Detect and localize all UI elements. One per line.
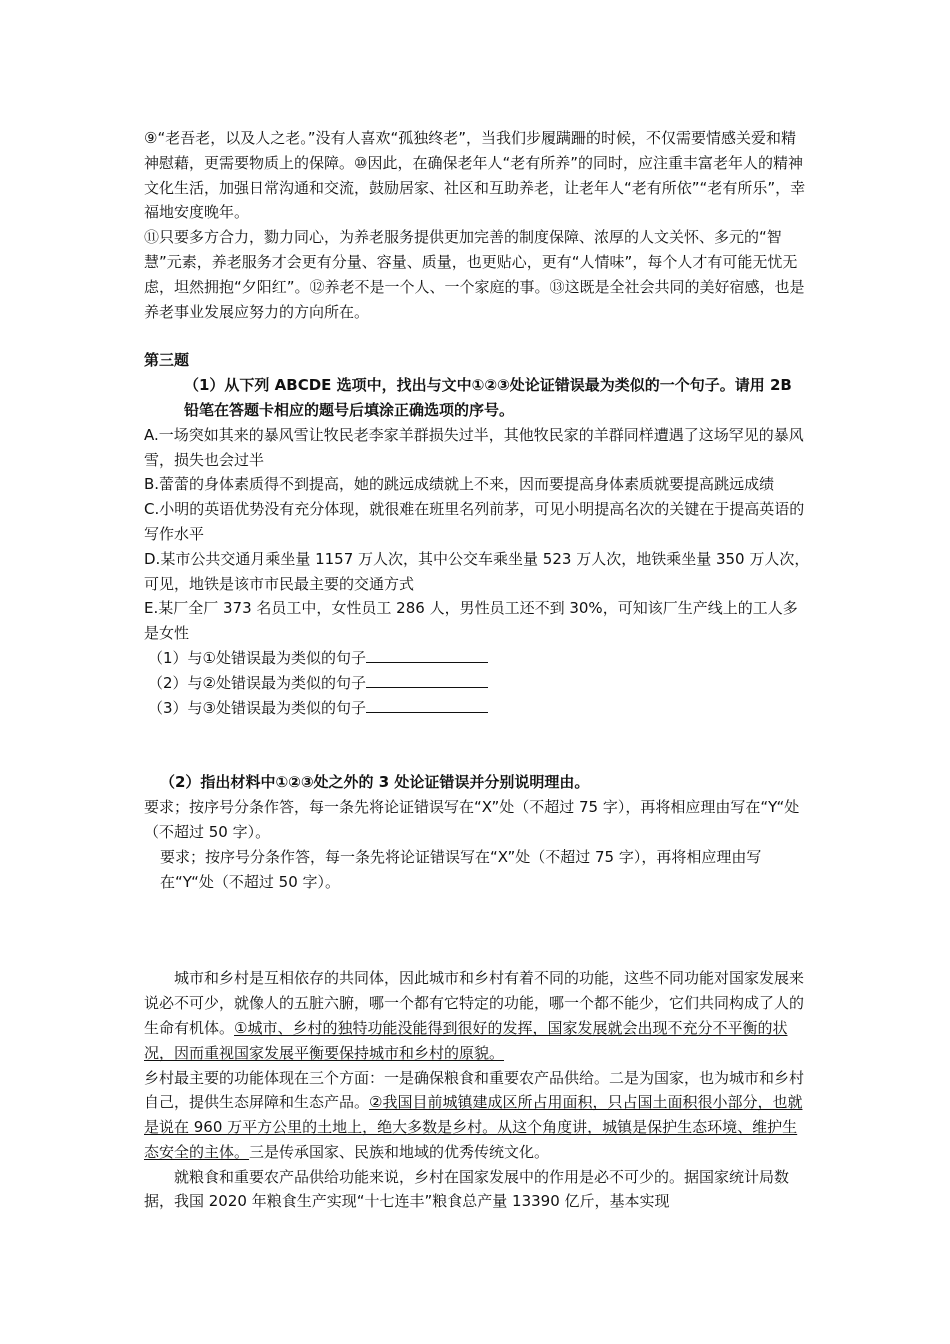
spacer: [144, 720, 810, 770]
sub-item-2-label: （2）与②处错误最为类似的句子: [148, 673, 366, 692]
passage2-paragraph-2: [144, 1066, 810, 1165]
requirement-1: 要求；按序号分条作答，每一条先将论证错误写在“X”处（不超过 75 字），再将相应理由写在“Y“处（不超过 50 字）。: [144, 798, 800, 841]
passage2-p2-tail: 三是传承国家、民族和地域的优秀传统文化。: [249, 1142, 550, 1161]
sub-item-2: [144, 671, 810, 696]
sub-item-1: [144, 646, 810, 671]
option-e: E.某厂全厂 373 名员工中，女性员工 286 人，男性员工还不到 30%，可知该厂生产线上的工人多是女性: [144, 599, 798, 643]
spacer: [144, 324, 810, 348]
requirement-2: 要求；按序号分条作答，每一条先将论证错误写在“X”处（不超过 75 字），再将相应理由写在“Y“处（不超过 50 字）。: [160, 847, 762, 891]
passage1-paragraph-2: ⑪只要多方合力，勠力同心，为养老服务提供更加完善的制度保障、浓厚的人文关怀、多元的“智慧”元素，养老服务才会更有分量、容量、质量，也更贴心，更有“人情味”，每个人才有可能无忧无虑，坦然拥抱“夕阳红”。⑫养老不是一个人、一个家庭的事。⑬这既是全社会共同的美好宿感，也是养老事业发展应努力的方向所在。: [144, 228, 805, 321]
passage2-p1-underlined: ①城市、乡村的独特功能没能得到很好的发挥，国家发展就会出现不充分不平衡的状况，因而重视国家发展平衡要保持城市和乡村的原貌。: [144, 1018, 788, 1062]
sub-item-3: [144, 696, 810, 721]
spacer: [144, 894, 810, 966]
option-c: C.小明的英语优势没有充分体现，就很难在班里名列前茅，可见小明提高名次的关键在于提高英语的写作水平: [144, 500, 805, 543]
passage2-paragraph-1: [144, 966, 810, 1065]
option-d: D.某市公共交通月乘坐量 1157 万人次，其中公交车乘坐量 523 万人次，地铁乘坐量 350 万人次，可见，地铁是该市市民最主要的交通方式: [144, 549, 810, 593]
option-b: B.蕾蕾的身体素质得不到提高，她的跳远成绩就上不来，因而要提高身体素质就要提高跳远成绩: [144, 475, 775, 494]
section-title: 第三题: [144, 351, 190, 370]
sub-item-1-label: （1）与①处错误最为类似的句子: [148, 648, 366, 667]
question-1-prompt: [144, 373, 810, 423]
question-1-text: （1）从下列 ABCDE 选项中，找出与文中①②③处论证错误最为类似的一个句子。请用 2B 铅笔在答题卡相应的题号后填涂正确选项的序号。: [184, 376, 792, 419]
sub-item-3-label: （3）与③处错误最为类似的句子: [148, 698, 366, 717]
passage2-p2-underlined: ②我国目前城镇建成区所占用面积，只占国土面积很小部分，也就是说在 960 万平方公里的土地上，绝大多数是乡村。从这个角度讲，城镇是保护生态环境、维护生态安全的主体。: [144, 1093, 803, 1161]
question-2-prompt: （2）指出材料中①②③处之外的 3 处论证错误并分别说明理由。: [160, 773, 590, 792]
answer-blank-3[interactable]: [366, 697, 488, 713]
answer-blank-2[interactable]: [366, 672, 488, 688]
option-a: A.一场突如其来的暴风雪让牧民老李家羊群损失过半，其他牧民家的羊群同样遭遇了这场罕见的暴风雪，损失也会过半: [144, 425, 804, 469]
passage2-p1-text: 城市和乡村是互相依存的共同体，因此城市和乡村有着不同的功能，这些不同功能对国家发展来说必不可少，就像人的五脏六腑，哪一个都有它特定的功能，哪一个都不能少，它们共同构成了人的生命有机体。: [144, 969, 805, 1037]
passage2-paragraph-3: 就粮食和重要农产品供给功能来说，乡村在国家发展中的作用是必不可少的。据国家统计局数据，我国 2020 年粮食生产实现“十七连丰”粮食总产量 13390 亿斤，基本实现: [144, 1167, 790, 1211]
document-content: [144, 126, 810, 1214]
passage1-paragraph-1: ⑨“老吾老，以及人之老。”没有人喜欢“孤独终老”，当我们步履蹒跚的时候，不仅需要情感关爱和精神慰藉，更需要物质上的保障。⑩因此，在确保老年人“老有所养”的同时，应注重丰富老年人的精神文化生活，加强日常沟通和交流，鼓励居家、社区和互助养老，让老年人“老有所依”“老有所乐”，幸福地安度晚年。: [144, 129, 806, 222]
answer-blank-1[interactable]: [366, 647, 488, 663]
passage2-p2-text: 乡村最主要的功能体现在三个方面：一是确保粮食和重要农产品供给。二是为国家，也为城市和乡村自己，提供生态屏障和生态产品。: [144, 1068, 805, 1112]
